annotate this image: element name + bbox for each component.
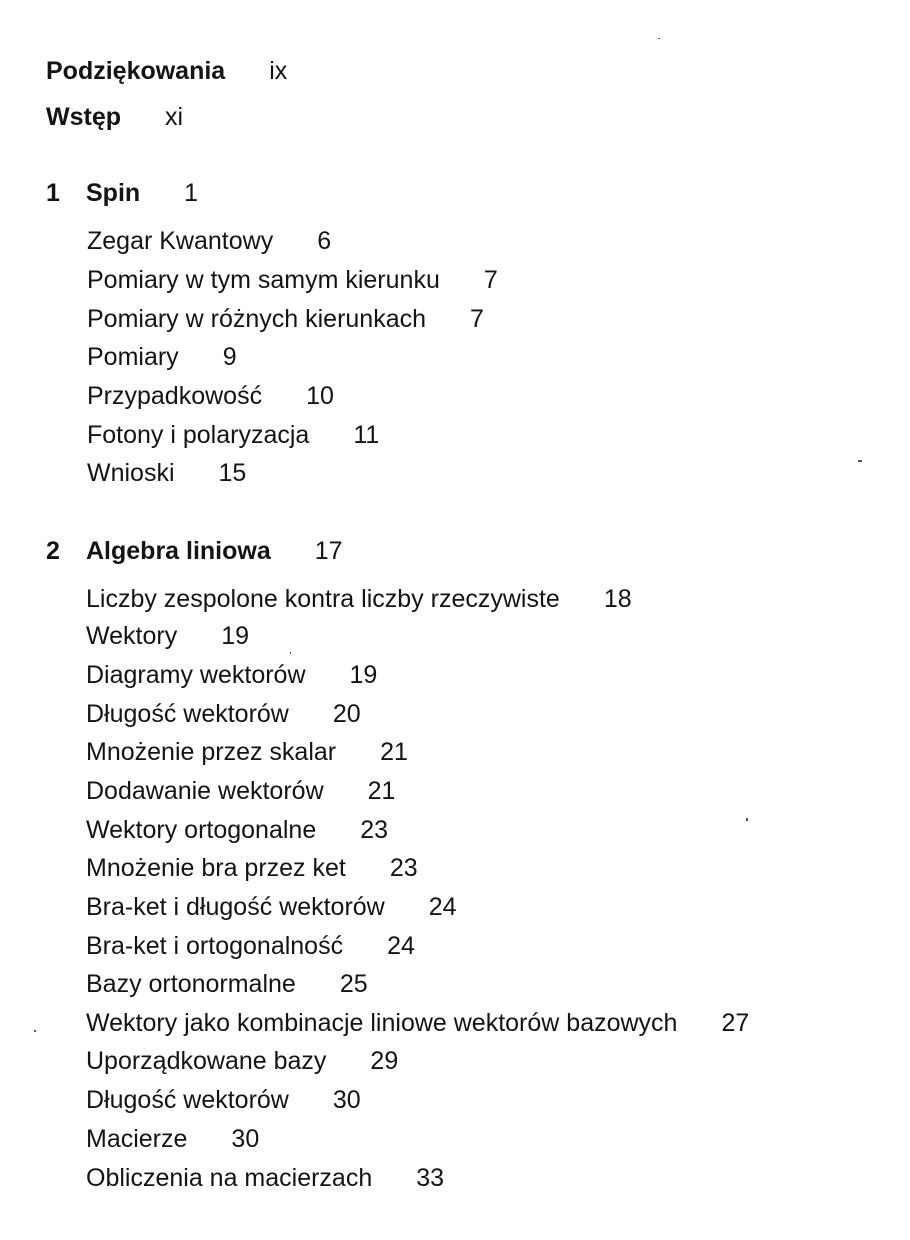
entry-title: Diagramy wektorów (86, 661, 306, 689)
toc-entry[interactable] (87, 265, 498, 295)
entry-title: Długość wektorów (86, 1086, 289, 1114)
entry-title: Wektory jako kombinacje liniowe wektorów bazowych (86, 1009, 678, 1037)
toc-front-page: xi (165, 103, 184, 131)
entry-page: 10 (306, 382, 334, 410)
entry-page: 24 (387, 932, 415, 960)
toc-entry[interactable] (87, 420, 379, 450)
entry-page: 19 (349, 661, 378, 689)
toc-entry[interactable] (87, 381, 334, 411)
toc-entry[interactable] (86, 1085, 361, 1115)
toc-entry[interactable] (87, 342, 237, 372)
entry-title: Zegar Kwantowy (87, 227, 274, 255)
entry-page: 33 (416, 1164, 445, 1192)
entry-title: Pomiary (87, 343, 179, 371)
entry-title: Bra-ket i ortogonalność (86, 932, 344, 960)
entry-page: 7 (470, 305, 484, 333)
toc-entry[interactable] (86, 1163, 444, 1193)
entry-page: 29 (370, 1047, 399, 1075)
chapter-title: Spin (86, 179, 141, 207)
entry-page: 18 (603, 585, 632, 613)
toc-entry[interactable] (86, 737, 408, 767)
scan-speck (34, 1030, 36, 1032)
entry-title: Bazy ortonormalne (86, 970, 296, 998)
toc-front-introduction[interactable] (46, 102, 183, 132)
toc-entry[interactable] (86, 969, 368, 999)
toc-front-page: ix (269, 57, 288, 85)
entry-page: 30 (332, 1086, 361, 1114)
entry-page: 21 (380, 738, 408, 766)
toc-entry[interactable] (86, 1046, 398, 1076)
toc-front-acknowledgements[interactable] (46, 56, 287, 86)
entry-page: 19 (221, 622, 250, 650)
toc-entry[interactable] (86, 699, 361, 729)
entry-page: 9 (222, 343, 237, 371)
toc-entry[interactable] (86, 1124, 259, 1154)
toc-entry[interactable] (86, 621, 249, 651)
entry-title: Liczby zespolone kontra liczby rzeczywiste (86, 585, 560, 613)
toc-entry[interactable] (86, 853, 418, 883)
entry-title: Przypadkowość (87, 382, 263, 410)
entry-title: Uporządkowane bazy (86, 1047, 327, 1075)
toc-entry[interactable] (86, 815, 388, 845)
entry-page: 23 (360, 816, 389, 844)
entry-title: Obliczenia na macierzach (86, 1164, 373, 1192)
entry-page: 7 (483, 266, 498, 294)
entry-title: Wektory (86, 622, 178, 650)
toc-entry[interactable] (86, 776, 395, 806)
chapter-number: 2 (46, 537, 60, 565)
toc-entry[interactable] (87, 458, 246, 488)
toc-front-title: Wstęp (46, 103, 121, 131)
scan-speck (290, 652, 291, 654)
entry-page: 11 (353, 421, 380, 449)
toc-entry[interactable] (86, 1008, 749, 1038)
chapter-title: Algebra liniowa (86, 537, 271, 565)
scan-speck (658, 38, 660, 39)
entry-title: Macierze (86, 1125, 188, 1153)
entry-title: Mnożenie bra przez ket (86, 854, 346, 882)
entry-page: 23 (389, 854, 418, 882)
entry-title: Bra-ket i długość wektorów (86, 893, 385, 921)
entry-title: Długość wektorów (86, 700, 289, 728)
entry-title: Pomiary w tym samym kierunku (87, 266, 440, 294)
toc-entry[interactable] (86, 584, 632, 614)
toc-chapter-1[interactable] (46, 178, 198, 208)
toc-entry[interactable] (86, 892, 457, 922)
chapter-page: 1 (184, 179, 199, 207)
entry-page: 6 (317, 227, 332, 255)
toc-entry[interactable] (86, 931, 415, 961)
entry-page: 25 (339, 970, 368, 998)
entry-page: 30 (231, 1125, 260, 1153)
entry-title: Mnożenie przez skalar (86, 738, 337, 766)
toc-front-title: Podziękowania (46, 57, 226, 85)
entry-title: Wnioski (87, 459, 175, 487)
entry-page: 24 (428, 893, 457, 921)
entry-page: 20 (332, 700, 361, 728)
entry-title: Dodawanie wektorów (86, 777, 324, 805)
entry-title: Pomiary w różnych kierunkach (87, 305, 427, 333)
toc-entry[interactable] (86, 660, 377, 690)
chapter-page: 17 (314, 537, 343, 565)
scan-speck (746, 818, 748, 821)
scan-speck (858, 460, 862, 462)
chapter-number: 1 (46, 179, 60, 207)
toc-chapter-2[interactable] (46, 536, 343, 566)
toc-entry[interactable] (87, 304, 484, 334)
entry-page: 21 (367, 777, 396, 805)
entry-title: Wektory ortogonalne (86, 816, 317, 844)
entry-page: 15 (218, 459, 247, 487)
toc-entry[interactable] (87, 226, 331, 256)
entry-title: Fotony i polaryzacja (87, 421, 310, 449)
entry-page: 27 (721, 1009, 750, 1037)
